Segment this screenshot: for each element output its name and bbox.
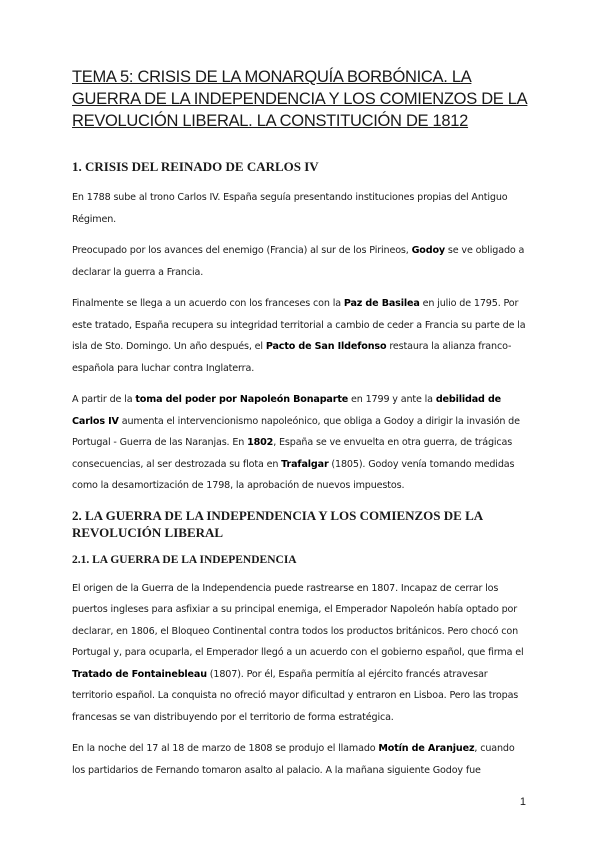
text-run: El origen de la Guerra de la Independencia puede rastrearse en 1807. Incapaz de cerrar los puertos ingleses para asfixiar a su principal enemiga, el Emperador Napoleón había optado por declarar, en 1806, el Bloqueo Continental contra todos los productos británicos. Pero chocó con Portugal y, para ocuparla, el Emperador llegó a un acuerdo con el gobierno español, que firma el: [72, 582, 524, 658]
paragraph: [72, 293, 528, 379]
bold-term: Pacto de San Ildefonso: [265, 341, 387, 352]
text-run: , cuando los partidarios de Fernando tomaron asalto al palacio. A la mañana siguiente Godoy fue: [72, 743, 515, 776]
subsection-heading: 2.1. LA GUERRA DE LA INDEPENDENCIA: [72, 553, 297, 566]
text-run: , España se ve envuelta en otra guerra, de trágicas consecuencias, al ser destrozada su flota en: [72, 437, 513, 470]
text-run: restaura la alianza franco-española para luchar contra Inglaterra.: [72, 341, 512, 374]
text-run: aumenta el intervencionismo napoleónico, que obliga a Godoy a dirigir la invasión de Portugal - Guerra de las Naranjas. En: [72, 415, 520, 448]
text-run: A partir de la: [72, 394, 136, 405]
bold-term: debilidad de Carlos IV: [72, 394, 502, 427]
bold-term: Tratado de Fontainebleau: [72, 668, 207, 680]
text-run: en julio de 1795. Por este tratado, España recupera su integridad territorial a cambio de ceder a Francia su parte de la isla de Sto. Domingo. Un año después, el: [72, 298, 526, 352]
bold-term: Paz de Basilea: [343, 298, 420, 309]
document-page: [72, 66, 528, 791]
paragraph: [72, 738, 528, 781]
page-number: 1: [519, 796, 526, 808]
text-run: se ve obligado a declarar la guerra a Francia.: [72, 245, 525, 278]
text-run: en 1799 y ante la: [348, 394, 436, 405]
section-heading-1: 1. CRISIS DEL REINADO DE CARLOS IV: [72, 159, 319, 174]
bold-term: Trafalgar: [281, 458, 329, 470]
text-run: En la noche del 17 al 18 de marzo de 1808 se produjo el llamado: [72, 743, 379, 754]
bold-term: 1802: [247, 437, 274, 448]
paragraph: [72, 389, 528, 497]
section-heading-2: 2. LA GUERRA DE LA INDEPENDENCIA Y LOS COMIENZOS DE LA REVOLUCIÓN LIBERAL: [72, 507, 483, 540]
text-run: Preocupado por los avances del enemigo (Francia) al sur de los Pirineos,: [72, 245, 412, 256]
bold-term: Godoy: [411, 245, 446, 256]
text-run: (1805). Godoy venía tomando medidas como la desamortización de 1798, la aprobación de nuevos impuestos.: [72, 458, 515, 491]
document-title: TEMA 5: CRISIS DE LA MONARQUÍA BORBÓNICA. LA GUERRA DE LA INDEPENDENCIA Y LOS COMIENZOS DE LA REVOLUCIÓN LIBERAL. LA CONSTITUCIÓN DE 1812: [72, 68, 528, 130]
bold-term: Motín de Aranjuez: [378, 743, 475, 754]
paragraph: En 1788 sube al trono Carlos IV. España seguía presentando instituciones propias del Antiguo Régimen.: [72, 192, 508, 225]
paragraph: [72, 240, 528, 283]
text-run: Finalmente se llega a un acuerdo con los franceses con la: [72, 298, 344, 309]
text-run: (1807). Por él, España permitía al ejército francés atravesar territorio español. La conquista no ofreció mayor dificultad y entraron en Lisboa. Pero las tropas francesas se van distribuyendo por el territorio de forma estratégica.: [72, 668, 519, 723]
bold-term: toma del poder por Napoleón Bonaparte: [135, 394, 349, 405]
paragraph: [72, 578, 528, 729]
